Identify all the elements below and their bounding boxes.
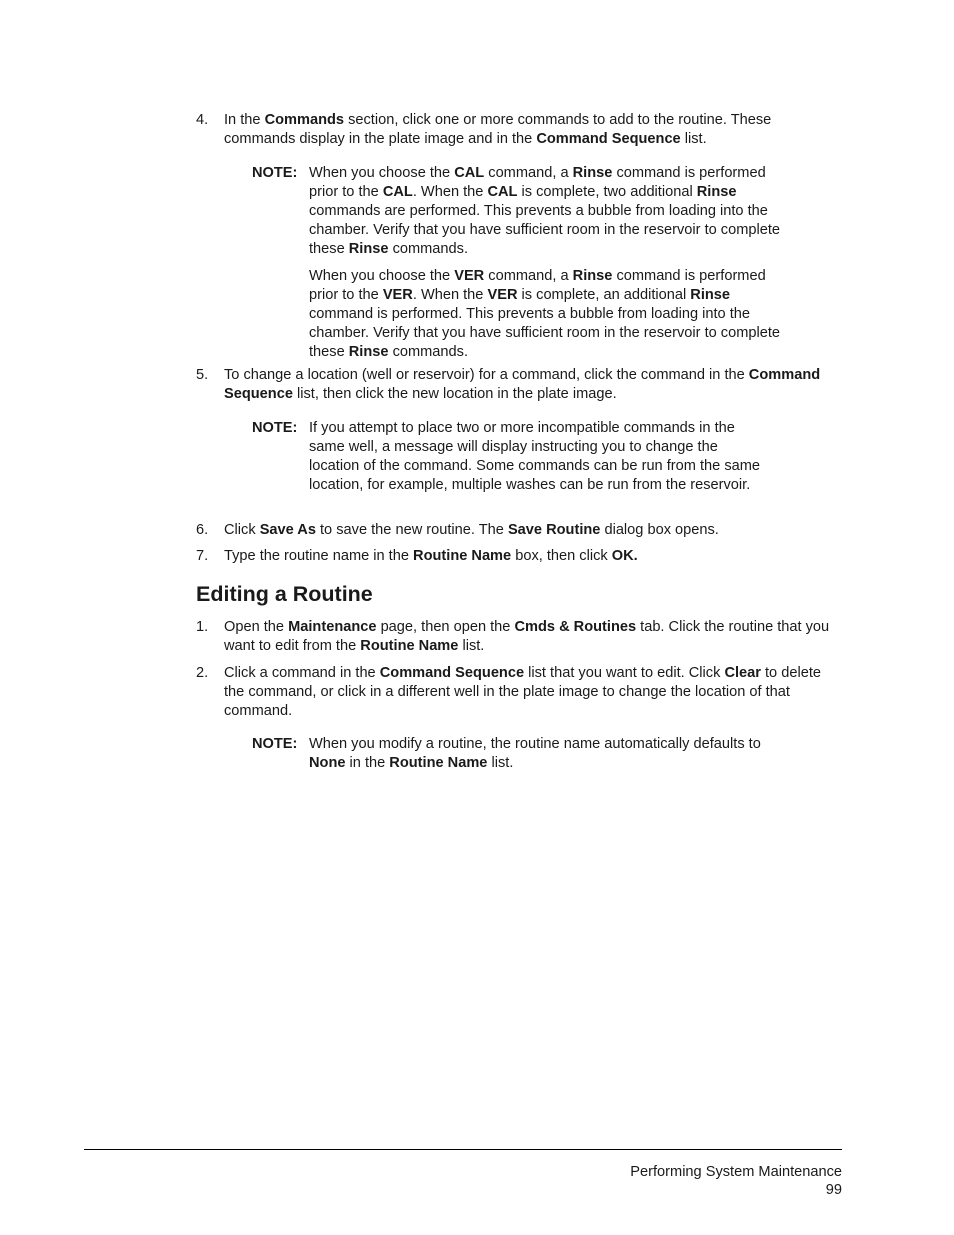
step-text: Click a command in the Command Sequence list that you want to edit. Click Clear to delete the command, or click in a different well in the plate image to change the location of that command. bbox=[224, 665, 821, 719]
step-7 bbox=[196, 547, 846, 566]
note-label: NOTE: bbox=[252, 165, 298, 181]
step-text: Open the Maintenance page, then open the Cmds & Routines tab. Click the routine that you want to edit from the Routine Name list. bbox=[224, 619, 830, 654]
note-paragraph: When you choose the VER command, a Rinse command is performed prior to the VER. When the VER is complete, an additional Rinse command is performed. This prevents a bubble from loading into the chamber. Verify that you have sufficient room in the reservoir to complete these Rinse commands. bbox=[309, 268, 781, 360]
section-heading: Editing a Routine bbox=[196, 582, 373, 606]
footer-rule bbox=[84, 1149, 842, 1150]
edit-step-2 bbox=[196, 664, 836, 721]
step-text: To change a location (well or reservoir) for a command, click the command in the Command Sequence list, then click the new location in the plate image. bbox=[224, 367, 821, 402]
step-number: 5. bbox=[196, 367, 209, 383]
note-label: NOTE: bbox=[252, 736, 298, 752]
step-number: 4. bbox=[196, 112, 209, 128]
step-5 bbox=[196, 366, 846, 404]
step-text: In the Commands section, click one or more commands to add to the routine. These commands display in the plate image and in the Command Sequence list. bbox=[224, 112, 772, 147]
note-paragraph: When you choose the CAL command, a Rinse command is performed prior to the CAL. When the CAL is complete, two additional Rinse commands are performed. This prevents a bubble from loading into the chamber. Verify that you have sufficient room in the reservoir to complete these Rinse commands. bbox=[309, 165, 781, 257]
step-number: 7. bbox=[196, 548, 209, 564]
step-number: 6. bbox=[196, 522, 209, 538]
note-label: NOTE: bbox=[252, 420, 298, 436]
step-text: Type the routine name in the Routine Name box, then click OK. bbox=[224, 548, 638, 564]
note-paragraph: If you attempt to place two or more incompatible commands in the same well, a message will display instructing you to change the location of the command. Some commands can be run from the same location, for example, multiple washes can be run from the reservoir. bbox=[309, 420, 761, 493]
step-4 bbox=[196, 111, 846, 149]
step-6 bbox=[196, 521, 846, 540]
step-number: 1. bbox=[196, 619, 209, 635]
page-footer bbox=[630, 1163, 842, 1199]
note-cal-ver bbox=[252, 164, 792, 362]
footer-title: Performing System Maintenance bbox=[630, 1164, 842, 1180]
edit-step-1 bbox=[196, 618, 846, 656]
step-number: 2. bbox=[196, 665, 209, 681]
note-incompatible bbox=[252, 419, 772, 495]
note-routine-name bbox=[252, 735, 782, 773]
step-text: Click Save As to save the new routine. The Save Routine dialog box opens. bbox=[224, 522, 719, 538]
page-number: 99 bbox=[825, 1182, 842, 1198]
note-paragraph: When you modify a routine, the routine name automatically defaults to None in the Routine Name list. bbox=[309, 736, 761, 771]
